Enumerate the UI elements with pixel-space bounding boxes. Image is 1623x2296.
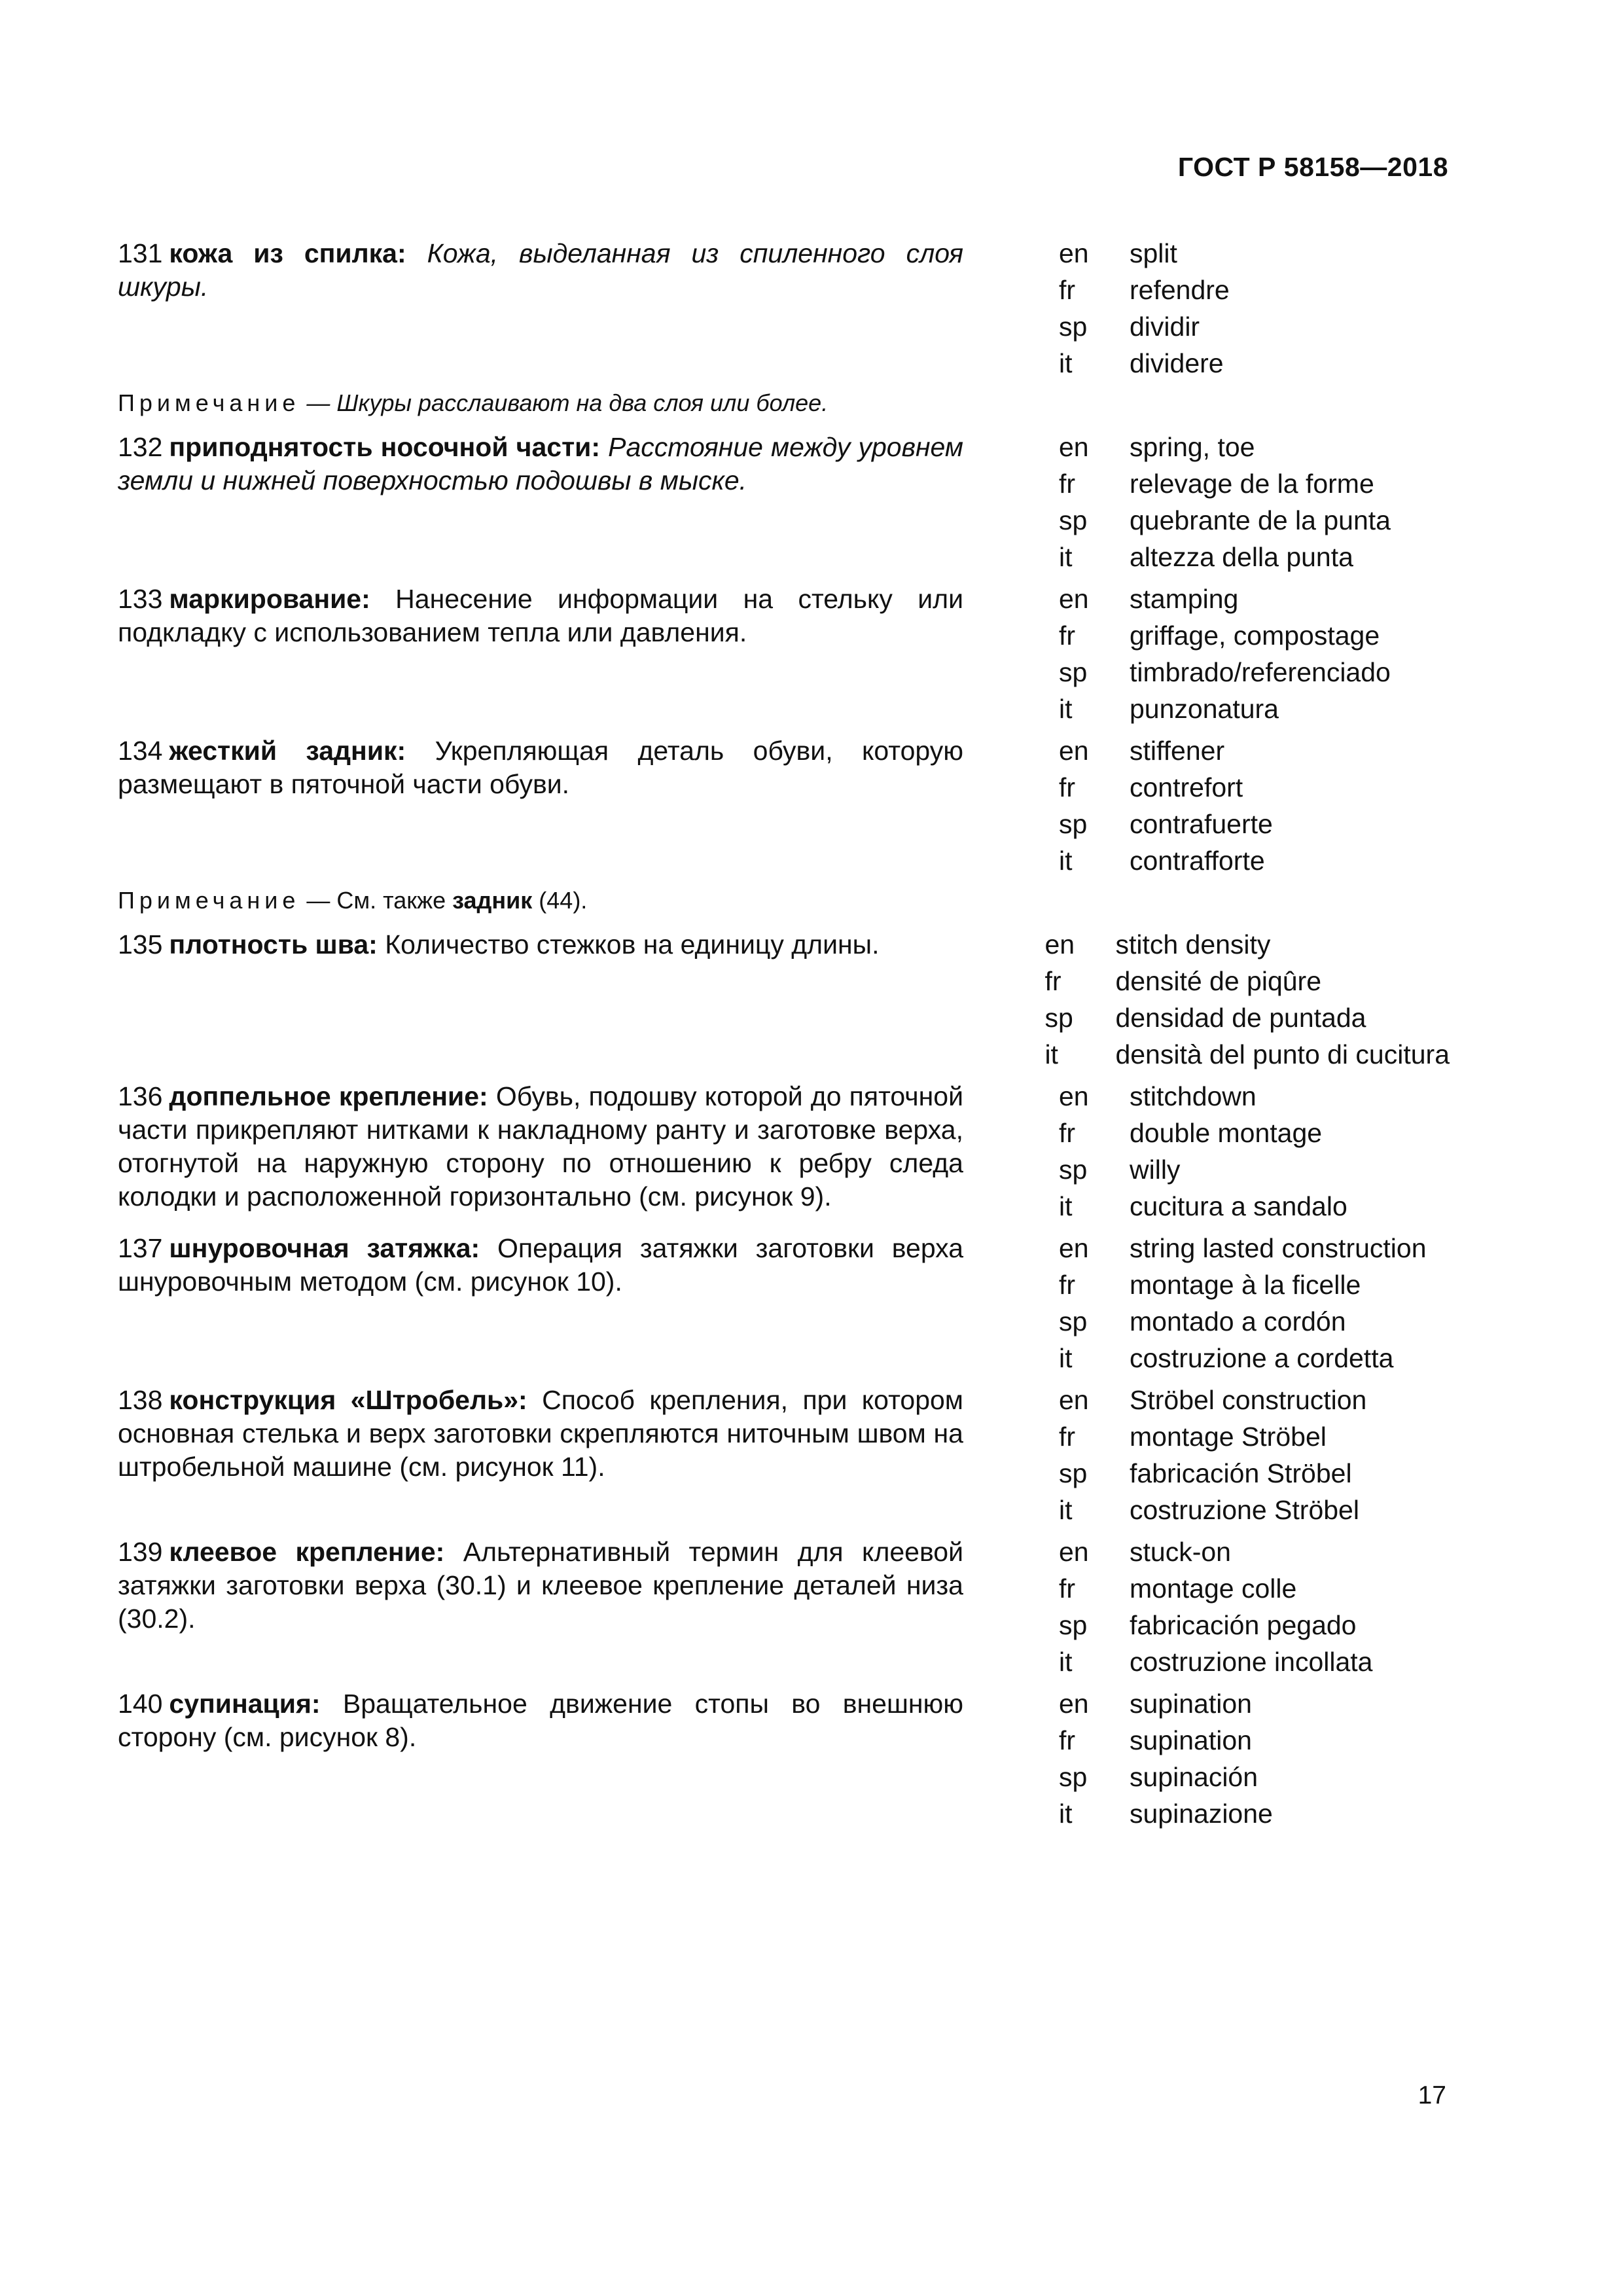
lang-code: it bbox=[1059, 1343, 1073, 1373]
entry-number: 140 bbox=[118, 1689, 163, 1719]
translation-row bbox=[1059, 615, 1391, 656]
entry-number: 133 bbox=[118, 584, 163, 614]
translation-word: costruzione Ströbel bbox=[1130, 1495, 1359, 1525]
lang-code: it bbox=[1059, 846, 1073, 876]
lang-code: sp bbox=[1059, 1762, 1088, 1792]
entry-definition bbox=[118, 1232, 983, 1378]
term-entry-137 bbox=[118, 1232, 1450, 1378]
translation-word: supinazione bbox=[1130, 1799, 1273, 1829]
translation-word: densidad de puntada bbox=[1115, 1003, 1366, 1033]
translation-row bbox=[1059, 730, 1273, 771]
entry-number: 131 bbox=[118, 238, 163, 268]
entry-translations bbox=[1059, 431, 1391, 577]
entry-number: 139 bbox=[118, 1537, 163, 1567]
entry-term: клеевое крепление: bbox=[169, 1537, 445, 1567]
lang-code: en bbox=[1059, 1537, 1089, 1567]
entry-term: доппельное крепление: bbox=[169, 1081, 488, 1111]
lang-code: fr bbox=[1059, 1270, 1076, 1300]
translation-row bbox=[1059, 306, 1230, 347]
translation-word: griffage, compostage bbox=[1130, 620, 1380, 651]
entry-definition bbox=[118, 237, 983, 384]
lang-code: en bbox=[1059, 1233, 1089, 1263]
translation-row bbox=[1059, 1186, 1347, 1227]
lang-code: fr bbox=[1044, 966, 1061, 996]
translation-word: fabricación pegado bbox=[1130, 1610, 1357, 1640]
entry-number: 138 bbox=[118, 1385, 163, 1415]
translation-word: punzonatura bbox=[1130, 694, 1279, 724]
lang-code: en bbox=[1059, 584, 1089, 614]
entry-term: жесткий задник: bbox=[169, 736, 406, 766]
entry-definition-text: Альтернативный термин для клеевой затяжки заготовки верха (30.1) и клеевое крепление деталей низа (30.2). bbox=[118, 1537, 963, 1634]
entry-definition bbox=[118, 431, 983, 577]
translation-row bbox=[1059, 1568, 1372, 1609]
entry-term: маркирование: bbox=[169, 584, 370, 614]
translation-row bbox=[1044, 924, 1450, 965]
lang-code: it bbox=[1059, 1647, 1073, 1677]
lang-code: en bbox=[1059, 736, 1089, 766]
lang-code: sp bbox=[1044, 1003, 1073, 1033]
translation-word: timbrado/referenciado bbox=[1130, 657, 1391, 687]
translation-word: stiffener bbox=[1130, 736, 1225, 766]
translation-word: Ströbel construction bbox=[1130, 1385, 1367, 1415]
translation-word: willy bbox=[1130, 1155, 1181, 1185]
lang-code: sp bbox=[1059, 1306, 1088, 1336]
entry-definition bbox=[118, 583, 983, 729]
translation-word: supinación bbox=[1130, 1762, 1258, 1792]
entry-definition-text: Расстояние между уровнем земли и нижней поверхностью подошвы в мыске. bbox=[118, 432, 964, 495]
translation-row bbox=[1059, 1490, 1366, 1530]
entry-term: кожа из спилка: bbox=[169, 238, 406, 268]
lang-code: sp bbox=[1059, 1155, 1088, 1185]
lang-code: fr bbox=[1059, 620, 1076, 651]
translation-row bbox=[1059, 1301, 1427, 1342]
lang-code: it bbox=[1059, 694, 1073, 724]
term-entry-133 bbox=[118, 583, 1450, 729]
translation-word: costruzione incollata bbox=[1130, 1647, 1373, 1677]
translation-row bbox=[1059, 1380, 1366, 1420]
translation-row bbox=[1059, 1453, 1366, 1494]
translation-word: supination bbox=[1130, 1689, 1252, 1719]
entry-number: 135 bbox=[118, 929, 163, 960]
document-code: ГОСТ Р 58158—2018 bbox=[1177, 152, 1448, 182]
note-131 bbox=[118, 387, 1450, 419]
entry-term: супинация: bbox=[169, 1689, 321, 1719]
entry-definition-text: Количество стежков на единицу длины. bbox=[377, 929, 880, 960]
term-entry-136 bbox=[118, 1080, 1450, 1227]
lang-code: it bbox=[1059, 1799, 1073, 1829]
note-134 bbox=[118, 885, 1450, 916]
translation-word: contrefort bbox=[1130, 772, 1243, 802]
translation-word: montage Ströbel bbox=[1130, 1422, 1327, 1452]
term-entry-131 bbox=[118, 237, 1450, 384]
translation-word: supination bbox=[1130, 1725, 1252, 1755]
lang-code: it bbox=[1059, 1191, 1073, 1221]
translation-word: spring, toe bbox=[1130, 432, 1255, 462]
translation-row bbox=[1059, 537, 1391, 577]
translation-row bbox=[1059, 804, 1273, 844]
entry-definition-text: Операция затяжки заготовки верха шнуровочным методом (см. рисунок 10). bbox=[118, 1233, 964, 1297]
lang-code: sp bbox=[1059, 1458, 1088, 1488]
lang-code: fr bbox=[1059, 1725, 1076, 1755]
translation-word: stitch density bbox=[1115, 929, 1271, 960]
lang-code: sp bbox=[1059, 1610, 1088, 1640]
term-entry-135 bbox=[118, 928, 1450, 1075]
entry-definition bbox=[118, 928, 969, 1075]
translation-row bbox=[1059, 1720, 1273, 1761]
translation-row bbox=[1059, 1113, 1347, 1153]
entry-number: 136 bbox=[118, 1081, 163, 1111]
term-entry-134 bbox=[118, 734, 1450, 881]
lang-code: fr bbox=[1059, 1422, 1076, 1452]
translation-word: dividir bbox=[1130, 312, 1200, 342]
translation-word: refendre bbox=[1130, 275, 1230, 305]
lang-code: it bbox=[1059, 542, 1073, 572]
translation-row bbox=[1059, 1683, 1273, 1724]
entry-definition bbox=[118, 734, 983, 881]
translation-row bbox=[1059, 233, 1230, 274]
translation-word: cucitura a sandalo bbox=[1130, 1191, 1347, 1221]
translation-row bbox=[1059, 1532, 1372, 1572]
entry-definition bbox=[118, 1687, 983, 1834]
entry-translations bbox=[1059, 1687, 1273, 1834]
translation-row bbox=[1044, 961, 1450, 1001]
translation-word: costruzione a cordetta bbox=[1130, 1343, 1394, 1373]
lang-code: fr bbox=[1059, 1573, 1076, 1604]
lang-code: en bbox=[1059, 432, 1089, 462]
translation-word: stamping bbox=[1130, 584, 1239, 614]
lang-code: it bbox=[1059, 1495, 1073, 1525]
entry-number: 134 bbox=[118, 736, 163, 766]
translation-word: quebrante de la punta bbox=[1130, 505, 1391, 535]
translation-word: contrafuerte bbox=[1130, 809, 1273, 839]
translation-word: densité de piqûre bbox=[1115, 966, 1322, 996]
entry-translations bbox=[1059, 1384, 1366, 1530]
translation-word: double montage bbox=[1130, 1118, 1323, 1148]
lang-code: en bbox=[1059, 1385, 1089, 1415]
lang-code: fr bbox=[1059, 275, 1076, 305]
entry-definition-text: Нанесение информации на стельку или подкладку с использованием тепла или давления. bbox=[118, 584, 963, 647]
term-entry-138 bbox=[118, 1384, 1450, 1530]
translation-row bbox=[1059, 1641, 1372, 1682]
translation-row bbox=[1059, 343, 1230, 384]
lang-code: it bbox=[1044, 1039, 1058, 1069]
lang-code: it bbox=[1059, 348, 1073, 378]
entry-translations bbox=[1059, 237, 1230, 384]
entry-definition bbox=[118, 1080, 983, 1227]
entry-term: шнуровочная затяжка: bbox=[169, 1233, 480, 1263]
translation-word: string lasted construction bbox=[1130, 1233, 1427, 1263]
entry-term: приподнятость носочной части: bbox=[169, 432, 601, 462]
lang-code: sp bbox=[1059, 505, 1088, 535]
translation-row bbox=[1059, 767, 1273, 808]
translation-row bbox=[1059, 840, 1273, 881]
translation-row bbox=[1059, 579, 1391, 619]
entry-definition-text: Укрепляющая деталь обуви, которую размещают в пяточной части обуви. bbox=[118, 736, 963, 799]
lang-code: en bbox=[1044, 929, 1075, 960]
lang-code: en bbox=[1059, 238, 1089, 268]
entry-translations bbox=[1059, 1080, 1347, 1227]
translation-row bbox=[1059, 1757, 1273, 1797]
translation-word: montado a cordón bbox=[1130, 1306, 1346, 1336]
lang-code: en bbox=[1059, 1081, 1089, 1111]
lang-code: sp bbox=[1059, 312, 1088, 342]
translation-row bbox=[1059, 1605, 1372, 1645]
note-text-end: (44). bbox=[532, 887, 588, 914]
term-entry-140 bbox=[118, 1687, 1450, 1834]
translation-row bbox=[1059, 1265, 1427, 1305]
entry-translations bbox=[1044, 928, 1450, 1075]
term-entry-132 bbox=[118, 431, 1450, 577]
note-reference-term: задник bbox=[452, 887, 533, 914]
translation-row bbox=[1059, 500, 1391, 541]
note-text: — См. также bbox=[300, 887, 453, 914]
translation-row bbox=[1059, 427, 1391, 467]
translation-word: stitchdown bbox=[1130, 1081, 1257, 1111]
note-label: Примечание bbox=[118, 389, 300, 416]
translation-word: fabricación Ströbel bbox=[1130, 1458, 1352, 1488]
translation-word: montage colle bbox=[1130, 1573, 1297, 1604]
entry-definition bbox=[118, 1535, 983, 1682]
note-label: Примечание bbox=[118, 887, 300, 914]
entry-definition bbox=[118, 1384, 983, 1530]
translation-row bbox=[1059, 689, 1391, 729]
translation-row bbox=[1059, 1076, 1347, 1117]
entry-translations bbox=[1059, 1535, 1372, 1682]
lang-code: fr bbox=[1059, 772, 1076, 802]
entry-translations bbox=[1059, 583, 1391, 729]
lang-code: en bbox=[1059, 1689, 1089, 1719]
translation-row bbox=[1059, 1228, 1427, 1268]
translation-word: dividere bbox=[1130, 348, 1224, 378]
entry-definition-text: Обувь, подошву которой до пяточной части прикрепляют нитками к накладному ранту и заготовке верха, отогнутой на наружную сторону по отношению к ребру следа колодки и расположенной горизонтально (см. рисунок 9). bbox=[118, 1081, 964, 1211]
translation-row bbox=[1059, 1793, 1273, 1834]
entry-definition-text: Кожа, выделанная из спиленного слоя шкуры. bbox=[118, 238, 963, 302]
translation-word: densità del punto di cucitura bbox=[1115, 1039, 1450, 1069]
entry-definition-text: Способ крепления, при котором основная стелька и верх заготовки скрепляются ниточным швом на штробельной машине (см. рисунок 11). bbox=[118, 1385, 963, 1482]
entry-definition-text: Вращательное движение стопы во внешнюю сторону (см. рисунок 8). bbox=[118, 1689, 963, 1752]
entry-translations bbox=[1059, 734, 1273, 881]
term-entry-139 bbox=[118, 1535, 1450, 1682]
translation-word: split bbox=[1130, 238, 1177, 268]
entry-number: 137 bbox=[118, 1233, 163, 1263]
lang-code: fr bbox=[1059, 1118, 1076, 1148]
note-text: — Шкуры расслаивают на два слоя или более. bbox=[300, 389, 829, 416]
translation-word: altezza della punta bbox=[1130, 542, 1353, 572]
translation-row bbox=[1059, 652, 1391, 692]
translation-row bbox=[1059, 1338, 1427, 1378]
translation-row bbox=[1044, 1034, 1450, 1075]
lang-code: sp bbox=[1059, 657, 1088, 687]
translation-word: relevage de la forme bbox=[1130, 469, 1374, 499]
translation-row bbox=[1059, 1416, 1366, 1457]
translation-row bbox=[1059, 463, 1391, 504]
page-number: 17 bbox=[1418, 2081, 1446, 2109]
entry-number: 132 bbox=[118, 432, 163, 462]
translation-word: montage à la ficelle bbox=[1130, 1270, 1361, 1300]
entry-term: конструкция «Штробель»: bbox=[169, 1385, 527, 1415]
entry-term: плотность шва: bbox=[169, 929, 378, 960]
lang-code: sp bbox=[1059, 809, 1088, 839]
translation-word: stuck-on bbox=[1130, 1537, 1231, 1567]
lang-code: fr bbox=[1059, 469, 1076, 499]
terms-list bbox=[118, 237, 1450, 1834]
translation-row bbox=[1059, 1149, 1347, 1190]
translation-row bbox=[1059, 270, 1230, 310]
translation-row bbox=[1044, 997, 1450, 1038]
entry-translations bbox=[1059, 1232, 1427, 1378]
translation-word: contrafforte bbox=[1130, 846, 1265, 876]
